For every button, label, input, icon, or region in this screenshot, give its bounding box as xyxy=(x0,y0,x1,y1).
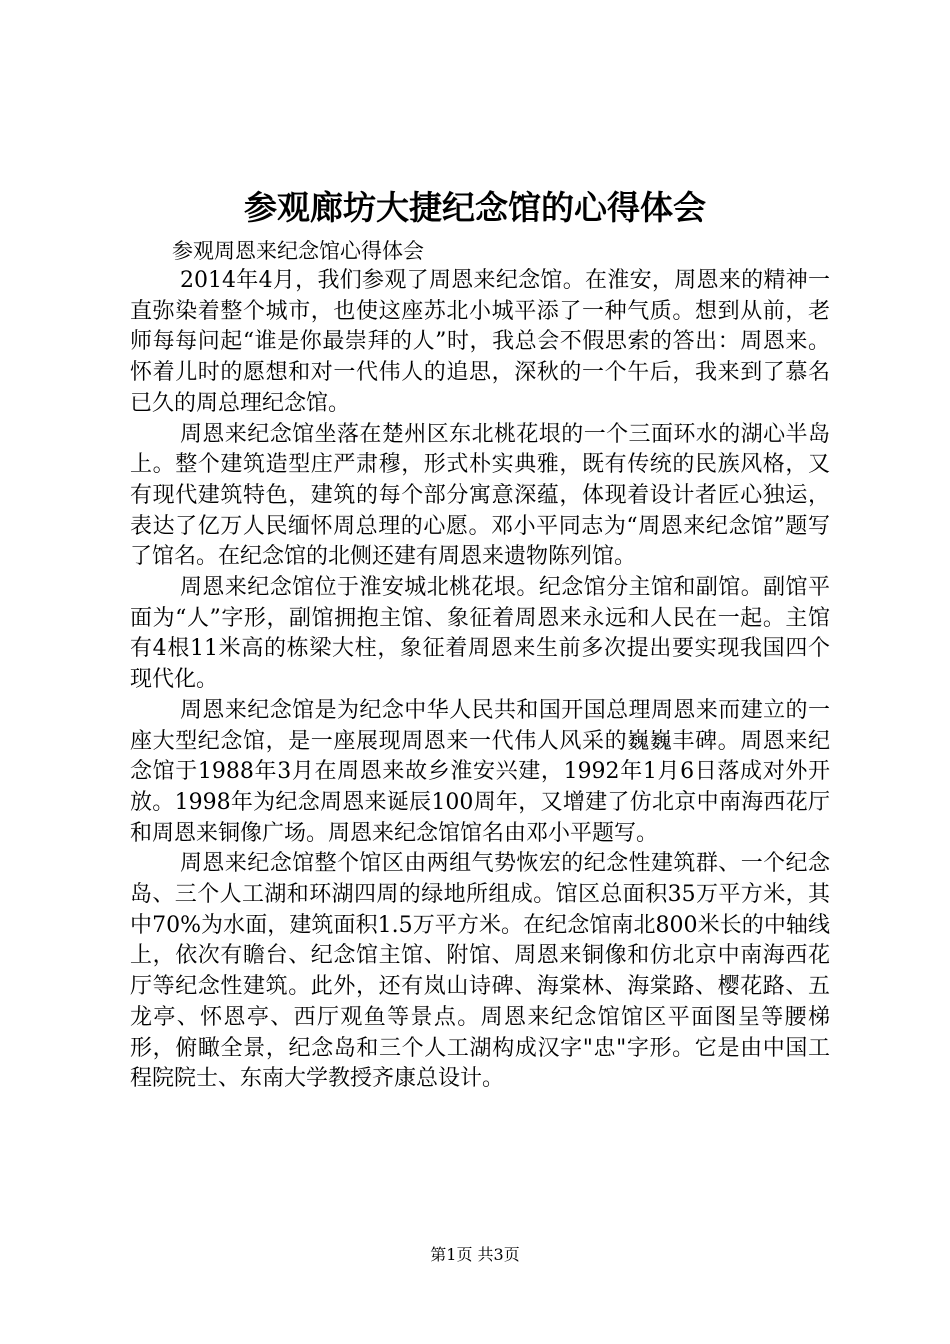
paragraph: 2014年4月，我们参观了周恩来纪念馆。在淮安，周恩来的精神一直弥染着整个城市，也使这座苏北小城平添了一种气质。想到从前，老师每每问起“谁是你最崇拜的人”时，我总会不假思索的答出：周恩来。怀着儿时的愿想和对一代伟人的追思，深秋的一个午后，我来到了慕名已久的周总理纪念馆。 xyxy=(130,268,830,416)
paragraph: 周恩来纪念馆整个馆区由两组气势恢宏的纪念性建筑群、一个纪念岛、三个人工湖和环湖四周的绿地所组成。馆区总面积35万平方米，其中70%为水面，建筑面积1.5万平方米。在纪念馆南北800米长的中轴线上，依次有瞻台、纪念馆主馆、附馆、周恩来铜像和仿北京中南海西花厅等纪念性建筑。此外，还有岚山诗碑、海棠林、海棠路、樱花路、五龙亭、怀恩亭、西厅观鱼等景点。周恩来纪念馆馆区平面图呈等腰梯形，俯瞰全景，纪念岛和三个人工湖构成汉字"忠"字形。它是由中国工程院院士、东南大学教授齐康总设计。 xyxy=(130,851,830,1092)
paragraph: 周恩来纪念馆坐落在楚州区东北桃花垠的一个三面环水的湖心半岛上。整个建筑造型庄严肃穆，形式朴实典雅，既有传统的民族风格，又有现代建筑特色，建筑的每个部分寓意深蕴，体现着设计者匠心独运，表达了亿万人民缅怀周总理的心愿。邓小平同志为“周恩来纪念馆”题写了馆名。在纪念馆的北侧还建有周恩来遗物陈列馆。 xyxy=(130,421,830,570)
paragraph: 周恩来纪念馆是为纪念中华人民共和国开国总理周恩来而建立的一座大型纪念馆，是一座展现周恩来一代伟人风采的巍巍丰碑。周恩来纪念馆于1988年3月在周恩来故乡淮安兴建，1992年1月6日落成对外开放。1998年为纪念周恩来诞辰100周年，又增建了仿北京中南海西花厅和周恩来铜像广场。周恩来纪念馆馆名由邓小平题写。 xyxy=(130,697,830,846)
page-number-footer: 第1页 共3页 xyxy=(430,1245,520,1264)
document-body xyxy=(130,236,830,1095)
document-title: 参观廊坊大捷纪念馆的心得体会 xyxy=(244,188,706,227)
paragraph: 周恩来纪念馆位于淮安城北桃花垠。纪念馆分主馆和副馆。副馆平面为“人”字形，副馆拥抱主馆、象征着周恩来永远和人民在一起。主馆有4根11米高的栋梁大柱，象征着周恩来生前多次提出要实现我国四个现代化。 xyxy=(130,575,830,693)
document-subtitle: 参观周恩来纪念馆心得体会 xyxy=(172,239,424,263)
